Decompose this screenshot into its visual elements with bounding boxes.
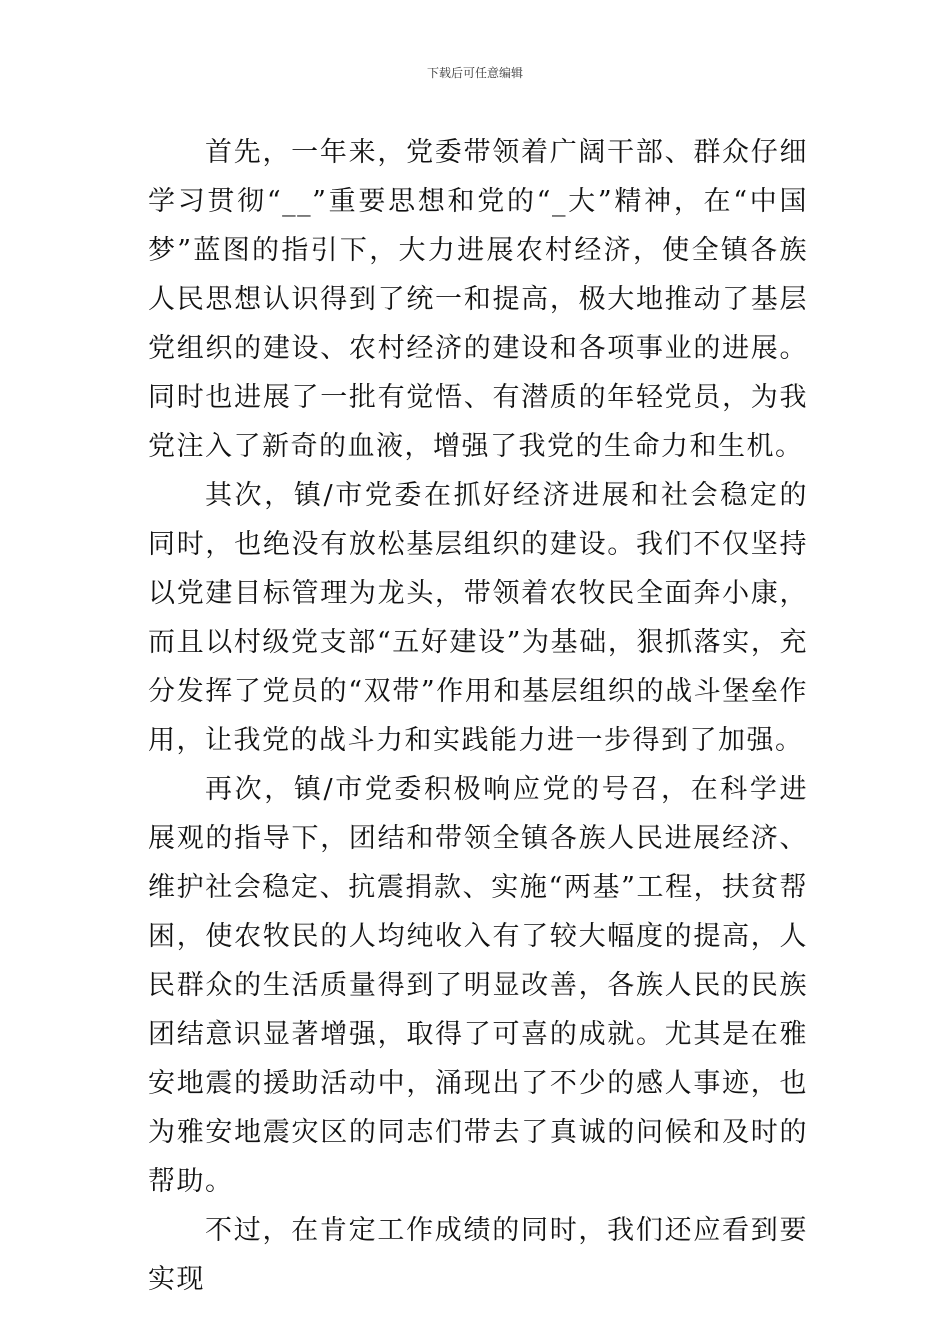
paragraph-third: 再次，镇/市党委积极响应党的号召，在科学进展观的指导下，团结和带领全镇各族人民进展经济、维护社会稳定、抗震捐款、实施“两基”工程，扶贫帮困，使农牧民的人均纯收入有了较大幅度的提高，人民群众的生活质量得到了明显改善，各族人民的民族团结意识显著增强，取得了可喜的成就。尤其是在雅安地震的援助活动中，涌现出了不少的感人事迹，也为雅安地震灾区的同志们带去了真诚的问候和及时的帮助。: [148, 774, 808, 1197]
page-header-note: 下载后可任意编辑: [426, 66, 523, 80]
document-body: [148, 128, 808, 1304]
paragraph-second: 其次，镇/市党委在抓好经济进展和社会稳定的同时，也绝没有放松基层组织的建设。我们不仅坚持以党建目标管理为龙头，带领着农牧民全面奔小康，而且以村级党支部“五好建设”为基础，狠抓落实，充分发挥了党员的“双带”作用和基层组织的战斗堡垒作用，让我党的战斗力和实践能力进一步得到了加强。: [148, 480, 808, 756]
paragraph-fourth: 不过，在肯定工作成绩的同时，我们还应看到要实现: [148, 1215, 808, 1295]
paragraph-first: 首先，一年来，党委带领着广阔干部、群众仔细学习贯彻“__”重要思想和党的“_大”精神，在“中国梦”蓝图的指引下，大力进展农村经济，使全镇各族人民思想认识得到了统一和提高，极大地推动了基层党组织的建设、农村经济的建设和各项事业的进展。同时也进展了一批有觉悟、有潜质的年轻党员，为我党注入了新奇的血液，增强了我党的生命力和生机。: [148, 137, 808, 462]
